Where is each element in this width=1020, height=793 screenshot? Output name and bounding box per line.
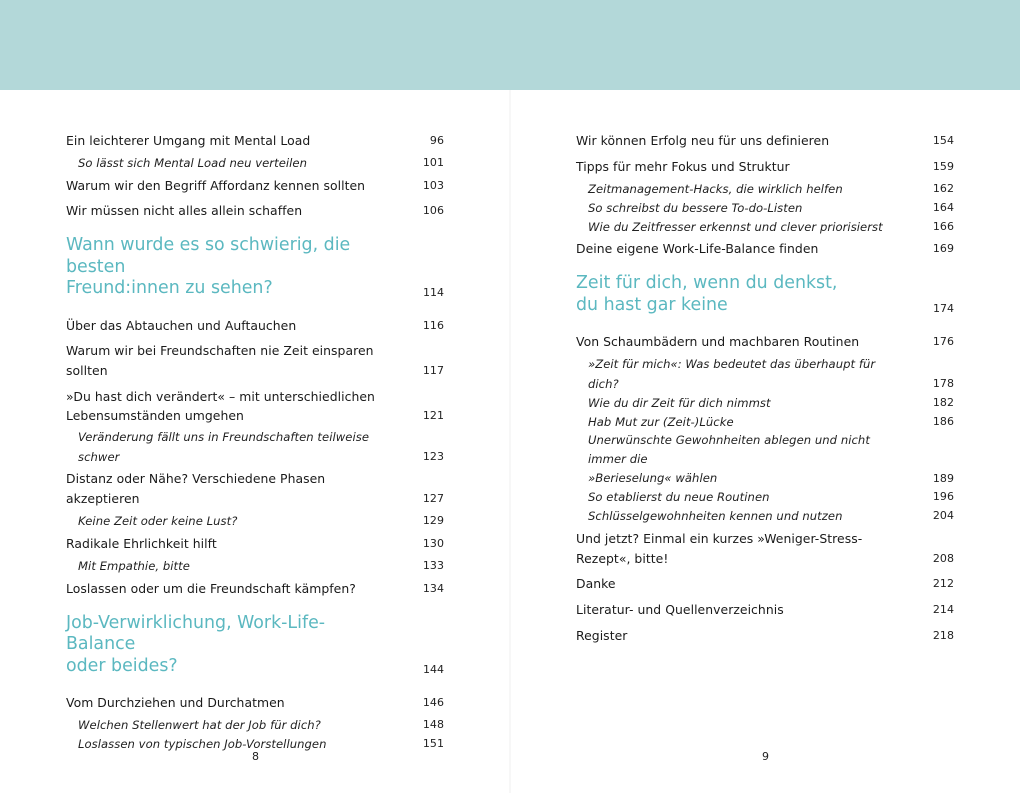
toc-subentry [66,153,444,173]
page-ref: 148 [422,718,444,732]
entry-title: So lässt sich Mental Load neu verteilen [78,156,308,170]
chapter-heading [66,613,444,678]
page-ref: 154 [932,134,954,147]
page-ref: 208 [932,551,954,565]
toc-entry [66,534,444,554]
entry-title-line: Lebensumständen umgehen [66,407,244,423]
toc-entry [66,693,444,713]
entry-title: Tipps für mehr Fokus und Struktur [576,158,790,174]
page-ref: 134 [422,581,444,595]
entry-title-line: »Berieselung« wählen [588,471,718,486]
chapter-title-line: Zeit für dich, wenn du denkst, [576,273,838,294]
page-ref: 146 [422,696,444,710]
page-number: 8 [252,750,259,763]
page-ref: 186 [932,415,954,429]
toc-entry [576,239,954,259]
toc-subentry [576,431,954,488]
toc-subentry [576,354,954,394]
page-ref: 166 [932,219,954,233]
page-ref: 169 [932,242,954,256]
entry-title: Über das Abtauchen und Auftauchen [66,317,297,333]
page-ref: 189 [932,472,954,486]
page-ref: 178 [932,377,954,391]
entry-title: Wie du dir Zeit für dich nimmst [588,396,771,411]
toc-subentry [576,217,954,237]
page-ref: 103 [422,178,444,192]
page-ref: 204 [932,509,954,523]
entry-title: Warum wir bei Freundschaften nie Zeit einsparen sollten [66,343,374,379]
page-ref: 133 [422,559,444,573]
entry-title: Ein leichterer Umgang mit Mental Load [66,133,311,148]
entry-title: Literatur- und Quellenverzeichnis [576,601,784,617]
page-ref: 117 [422,364,444,378]
chapter-title-line: Wann wurde es so schwierig, die besten [66,235,351,277]
page-ref: 212 [932,577,954,591]
entry-title: Wir müssen nicht alles allein schaffen [66,203,303,219]
entry-title: Und jetzt? Einmal ein kurzes »Weniger-Stress-Rezept«, bitte! [576,530,863,566]
entry-title: So schreibst du bessere To-do-Listen [588,200,803,215]
right-page [510,0,1020,793]
page-ref: 96 [429,134,444,147]
entry-title: So etablierst du neue Routinen [588,490,770,505]
chapter-heading [66,235,444,300]
page-ref: 123 [422,449,444,463]
entry-title: Schlüsselgewohnheiten kennen und nutzen [588,509,843,524]
entry-title-line: Unerwünschte Gewohnheiten ablegen und nicht immer die [588,433,870,467]
entry-title: Distanz oder Nähe? Verschiedene Phasen akzeptieren [66,471,326,507]
page-number: 9 [762,750,769,763]
entry-title: Vom Durchziehen und Durchatmen [66,695,285,711]
toc-entry [576,600,954,620]
page-ref: 129 [422,514,444,528]
toc-subentry [66,715,444,735]
toc-entry [66,387,444,425]
entry-title: Register [576,627,628,643]
toc-entry [576,626,954,646]
toc-list-right [576,131,954,651]
entry-title: Von Schaumbädern und machbaren Routinen [576,334,860,350]
entry-title: Keine Zeit oder keine Lust? [78,514,238,529]
entry-title: »Zeit für mich«: Was bedeutet das überhaupt für dich? [588,357,876,392]
toc-subentry [66,511,444,531]
entry-title: Warum wir den Begriff Affordanz kennen sollten [66,177,366,193]
page-ref: 116 [422,318,444,332]
toc-entry [576,574,954,594]
page-ref: 162 [932,181,954,195]
toc-subentry [66,427,444,467]
page-ref: 106 [422,204,444,218]
chapter-heading [576,273,954,316]
toc-entry [66,341,444,381]
page-ref: 176 [932,335,954,349]
entry-title: Loslassen oder um die Freundschaft kämpfen? [66,580,356,596]
toc-entry [66,201,444,221]
chapter-title-line: oder beides? [66,655,178,676]
toc-entry [576,131,954,151]
page-ref: 218 [932,628,954,642]
entry-title: Veränderung fällt uns in Freundschaften teilweise schwer [78,429,370,464]
toc-list-left [66,131,444,757]
entry-title: Hab Mut zur (Zeit-)Lücke [588,415,734,430]
entry-title: Danke [576,576,616,592]
entry-title: Wie du Zeitfresser erkennst und clever priorisierst [588,219,883,234]
page-ref: 144 [423,663,444,677]
page-ref: 151 [422,737,444,751]
chapter-title-line: Job-Verwirklichung, Work-Life-Balance [66,612,326,655]
page-ref: 130 [422,537,444,551]
toc-entry [576,157,954,177]
toc-entry [66,579,444,599]
page-ref: 164 [932,200,954,214]
entry-title: Deine eigene Work-Life-Balance finden [576,241,819,257]
entry-title-line: »Du hast dich verändert« – mit unterschiedlichen [66,388,375,404]
chapter-title-line: Freund:innen zu sehen? [66,278,273,299]
entry-title: Mit Empathie, bitte [78,559,190,574]
entry-title: Wir können Erfolg neu für uns definieren [576,133,830,148]
toc-entry [576,332,954,352]
toc-entry [66,316,444,336]
page-ref: 174 [933,302,954,316]
page-ref: 121 [422,408,444,422]
entry-title: Radikale Ehrlichkeit hilft [66,536,217,552]
toc-entry [66,176,444,196]
entry-title: Loslassen von typischen Job-Vorstellungen [78,737,327,752]
toc-subentry [576,412,954,432]
toc-subentry [576,506,954,526]
page-ref: 127 [422,492,444,506]
toc-subentry [576,198,954,218]
toc-subentry [576,487,954,507]
entry-title: Welchen Stellenwert hat der Job für dich? [78,718,321,733]
toc-entry [66,469,444,509]
page-ref: 159 [932,159,954,173]
toc-subentry [576,393,954,413]
toc-entry [66,131,444,151]
page-ref: 196 [932,490,954,504]
page-ref: 101 [422,156,444,169]
toc-entry [576,529,954,569]
toc-subentry [576,179,954,199]
chapter-title-line: du hast gar keine [576,294,728,315]
entry-title: Zeitmanagement-Hacks, die wirklich helfen [588,181,843,196]
page-ref: 114 [423,285,444,299]
toc-subentry [66,556,444,576]
page-ref: 182 [932,396,954,410]
page-ref: 214 [932,602,954,616]
